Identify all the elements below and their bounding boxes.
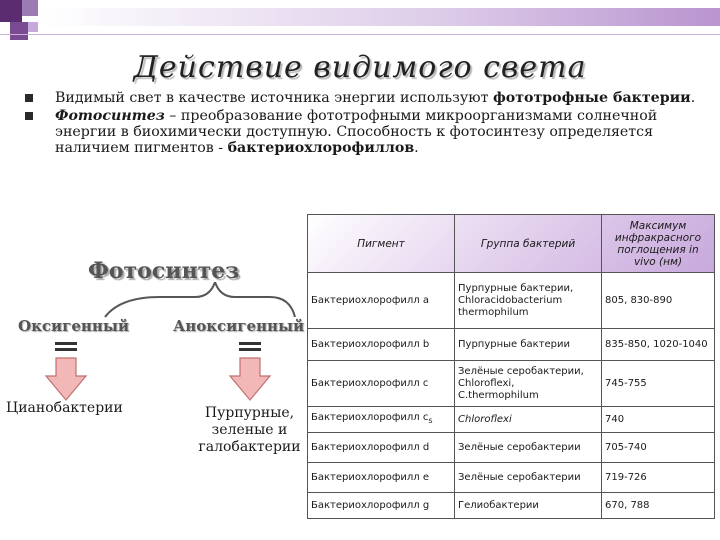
cell-absorption: 805, 830-890 [602,273,715,329]
cell-absorption: 670, 788 [602,493,715,519]
table-row [308,433,715,463]
cell-absorption: 740 [602,407,715,433]
diagram-title: Фотосинтез [88,258,240,284]
group-line: галобактерии [198,439,301,455]
bullet-text-end: . [414,140,419,156]
decor-square-4 [28,22,38,32]
decor-square-1 [0,0,22,22]
bullet-item [25,108,705,156]
cell-group: Гелиобактерии [455,493,602,519]
page-title: Действие видимого света [133,50,587,85]
cyanobacteria-label: Цианобактерии [6,400,123,416]
header-absorption: Максимум инфракрасного поглощения in vivo (нм) [602,215,715,273]
bullet-square-icon [25,94,33,102]
group-line: Пурпурные, [204,405,295,421]
cell-absorption: 719-726 [602,463,715,493]
cell-group: Chloroflexi [455,407,602,433]
table-row [308,493,715,519]
cell-group: Пурпурные бактерии [455,329,602,361]
table-row [308,329,715,361]
header-line [40,8,720,26]
arrow-down-icon [228,340,272,404]
cell-group: Пурпурные бактерии, Chloracidobacterium thermophilum [455,273,602,329]
bullet-text-end: . [690,90,696,106]
cell-pigment: Бактериохлорофилл a [308,273,455,329]
table-row [308,463,715,493]
table-row [308,407,715,433]
table-row [308,361,715,407]
bullet-item [25,90,705,106]
header-pigment: Пигмент [308,215,455,273]
cell-absorption: 835-850, 1020-1040 [602,329,715,361]
cell-absorption: 705-740 [602,433,715,463]
header-rule [0,34,720,35]
bullet-text: Видимый свет в качестве источника энергии используют [55,90,493,106]
bullet-term: Фотосинтез [55,108,165,124]
brace-connector [60,282,300,322]
decor-square-2 [22,0,38,16]
cell-group: Зелёные серобактерии [455,463,602,493]
header-group: Группа бактерий [455,215,602,273]
cell-pigment: Бактериохлорофилл g [308,493,455,519]
cell-group: Зелёные серобактерии [455,433,602,463]
cell-group: Зелёные серобактерии, Chloroflexi, C.thermophilum [455,361,602,407]
group-line: зеленые и [211,422,288,438]
pigment-table [307,214,715,519]
anoxygenic-label: Аноксигенный [173,317,305,335]
bullet-list [25,90,705,158]
table-row [308,273,715,329]
oxygenic-label: Оксигенный [18,317,130,335]
anoxygenic-groups-label [192,405,307,456]
bullet-strong: бактериохлорофиллов [227,140,415,156]
cell-pigment: Бактериохлорофилл e [308,463,455,493]
bullet-square-icon [25,112,33,120]
cell-absorption: 745-755 [602,361,715,407]
cell-pigment: Бактериохлорофилл c [308,361,455,407]
decor-square-3 [10,22,28,40]
cell-pigment: Бактериохлорофилл $c_s$ [308,407,455,433]
bullet-strong: фототрофные бактерии [492,90,691,106]
subscript: s [428,416,433,425]
table-header-row [308,215,715,273]
cell-pigment: Бактериохлорофилл b [308,329,455,361]
cell-pigment: Бактериохлорофилл d [308,433,455,463]
arrow-down-icon [44,340,88,404]
bullet-text: – преобразование фототрофными микроорганизмами солнечной энергии в биохимически доступную. Способность к фотосинтезу определяется наличием пигментов - [55,108,658,156]
